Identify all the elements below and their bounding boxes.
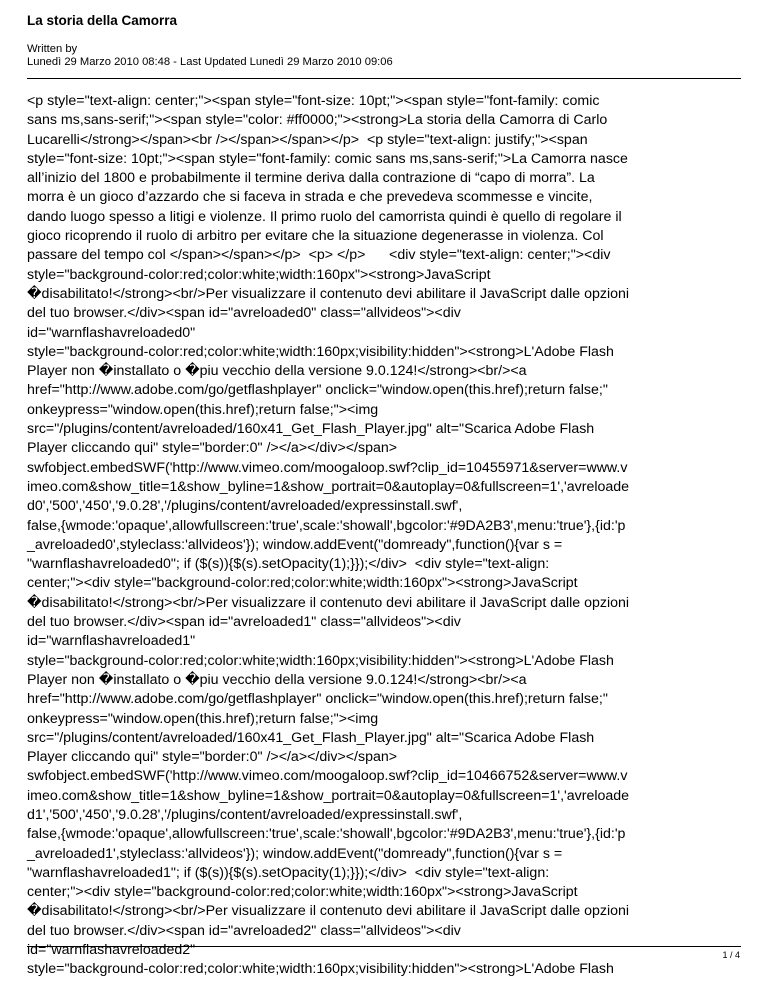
- body-line: style="font-size: 10pt;"><span style="font-family: comic sans ms,sans-serif;">La Camorra nasce: [27, 150, 628, 167]
- body-line: onkeypress="window.open(this.href);return false;"><img: [27, 710, 379, 727]
- body-line: swfobject.embedSWF('http://www.vimeo.com/moogaloop.swf?clip_id=10455971&server=www.v: [27, 459, 628, 476]
- body-line: del tuo browser.</div><span id="avreloaded0" class="allvideos"><div: [27, 305, 461, 322]
- body-line: style="background-color:red;color:white;width:160px"><strong>JavaScript: [27, 266, 491, 283]
- body-line: href="http://www.adobe.com/go/getflashplayer" onclick="window.open(this.href);return false;": [27, 382, 608, 399]
- body-line: imeo.com&show_title=1&show_byline=1&show_portrait=0&autoplay=0&fullscreen=1','avreloade: [27, 478, 630, 495]
- body-line: <p style="text-align: center;"><span style="font-size: 10pt;"><span style="font-family: comic: [27, 93, 600, 109]
- body-line: center;"><div style="background-color:red;color:white;width:160px"><strong>JavaScript: [27, 575, 578, 592]
- body-line: d0','500','450','9.0.28','/plugins/content/avreloaded/expressinstall.swf',: [27, 498, 463, 515]
- body-text: [27, 92, 727, 980]
- page-number: 1 / 4: [722, 950, 740, 960]
- written-by: Written by: [27, 43, 78, 55]
- document-title: La storia della Camorra: [27, 13, 178, 28]
- body-line: del tuo browser.</div><span id="avreloaded2" class="allvideos"><div: [27, 922, 461, 939]
- header-divider: [27, 78, 741, 79]
- body-line: morra è un gioco d’azzardo che si faceva in strada e che prevedeva scommesse e vincite,: [27, 189, 593, 206]
- body-line: src="/plugins/content/avreloaded/160x41_Get_Flash_Player.jpg" alt="Scarica Adobe Flash: [27, 729, 595, 746]
- body-line: "warnflashavreloaded1"; if ($(s)){$(s).setOpacity(1);}});</div> <div style="text-align:: [27, 864, 550, 881]
- body-line: false,{wmode:'opaque',allowfullscreen:'true',scale:'showall',bgcolor:'#9DA2B3',menu:'true'},{id:'p: [27, 826, 626, 843]
- body-line: onkeypress="window.open(this.href);return false;"><img: [27, 401, 379, 418]
- article-meta: [27, 43, 741, 69]
- footer-divider: [27, 946, 741, 947]
- body-line: style="background-color:red;color:white;width:160px;visibility:hidden"><strong>L'Adobe Flash: [27, 652, 614, 669]
- page-header: [27, 12, 741, 69]
- body-line: href="http://www.adobe.com/go/getflashplayer" onclick="window.open(this.href);return false;": [27, 691, 608, 708]
- body-line: Player cliccando qui" style="border:0" /></a></div></span>: [27, 749, 398, 766]
- body-line: sans ms,sans-serif;"><span style="color: #ff0000;"><strong>La storia della Camorra di Carlo: [27, 112, 608, 129]
- body-line: id="warnflashavreloaded1": [27, 633, 196, 650]
- body-line: style="background-color:red;color:white;width:160px;visibility:hidden"><strong>L'Adobe Flash: [27, 343, 614, 360]
- body-line: dando luogo spesso a litigi e violenze. Il primo ruolo del camorrista quindi è quello di regolare il: [27, 208, 622, 225]
- body-line: src="/plugins/content/avreloaded/160x41_Get_Flash_Player.jpg" alt="Scarica Adobe Flash: [27, 421, 595, 438]
- body-line: gioco ricoprendo il ruolo di arbitro per evitare che la situazione degenerasse in violenza. Col: [27, 228, 604, 245]
- body-line: imeo.com&show_title=1&show_byline=1&show_portrait=0&autoplay=0&fullscreen=1','avreloade: [27, 787, 630, 804]
- body-line: Player non �installato o �piu vecchio della versione 9.0.124!</strong><br/><a: [27, 671, 527, 688]
- body-line: false,{wmode:'opaque',allowfullscreen:'true',scale:'showall',bgcolor:'#9DA2B3',menu:'true'},{id:'p: [27, 517, 626, 534]
- body-line: center;"><div style="background-color:red;color:white;width:160px"><strong>JavaScript: [27, 884, 578, 901]
- body-line: style="background-color:red;color:white;width:160px;visibility:hidden"><strong>L'Adobe Flash: [27, 961, 614, 978]
- body-line: �disabilitato!</strong><br/>Per visualizzare il contenuto devi abilitare il JavaScript dalle opzioni: [27, 903, 630, 920]
- body-line: Player cliccando qui" style="border:0" /></a></div></span>: [27, 440, 398, 457]
- body-line: id="warnflashavreloaded0": [27, 324, 196, 341]
- body-line: del tuo browser.</div><span id="avreloaded1" class="allvideos"><div: [27, 614, 461, 631]
- body-line: passare del tempo col </span></span></p> <p> </p> <div style="text-align: center;"><div: [27, 247, 611, 264]
- article-dates: Lunedì 29 Marzo 2010 08:48 - Last Updated Lunedì 29 Marzo 2010 09:06: [27, 56, 393, 68]
- body-line: all’inizio del 1800 e probabilmente il termine deriva dalla contrazione di “capo di morra”. La: [27, 170, 595, 187]
- body-line: swfobject.embedSWF('http://www.vimeo.com/moogaloop.swf?clip_id=10466752&server=www.v: [27, 768, 628, 785]
- body-line: "warnflashavreloaded0"; if ($(s)){$(s).setOpacity(1);}});</div> <div style="text-align:: [27, 556, 550, 573]
- body-line: _avreloaded0',styleclass:'allvideos'}); window.addEvent("domready",function(){var s =: [27, 536, 563, 553]
- body-line: Lucarelli</strong></span><br /></span></span></p> <p style="text-align: justify;"><span: [27, 131, 588, 148]
- body-line: _avreloaded1',styleclass:'allvideos'}); window.addEvent("domready",function(){var s =: [27, 845, 563, 862]
- body-line: id="warnflashavreloaded2": [27, 942, 196, 959]
- body-line: Player non �installato o �piu vecchio della versione 9.0.124!</strong><br/><a: [27, 363, 527, 380]
- body-line: �disabilitato!</strong><br/>Per visualizzare il contenuto devi abilitare il JavaScript dalle opzioni: [27, 285, 630, 302]
- body-line: d1','500','450','9.0.28','/plugins/content/avreloaded/expressinstall.swf',: [27, 806, 463, 823]
- body-line: �disabilitato!</strong><br/>Per visualizzare il contenuto devi abilitare il JavaScript dalle opzioni: [27, 594, 630, 611]
